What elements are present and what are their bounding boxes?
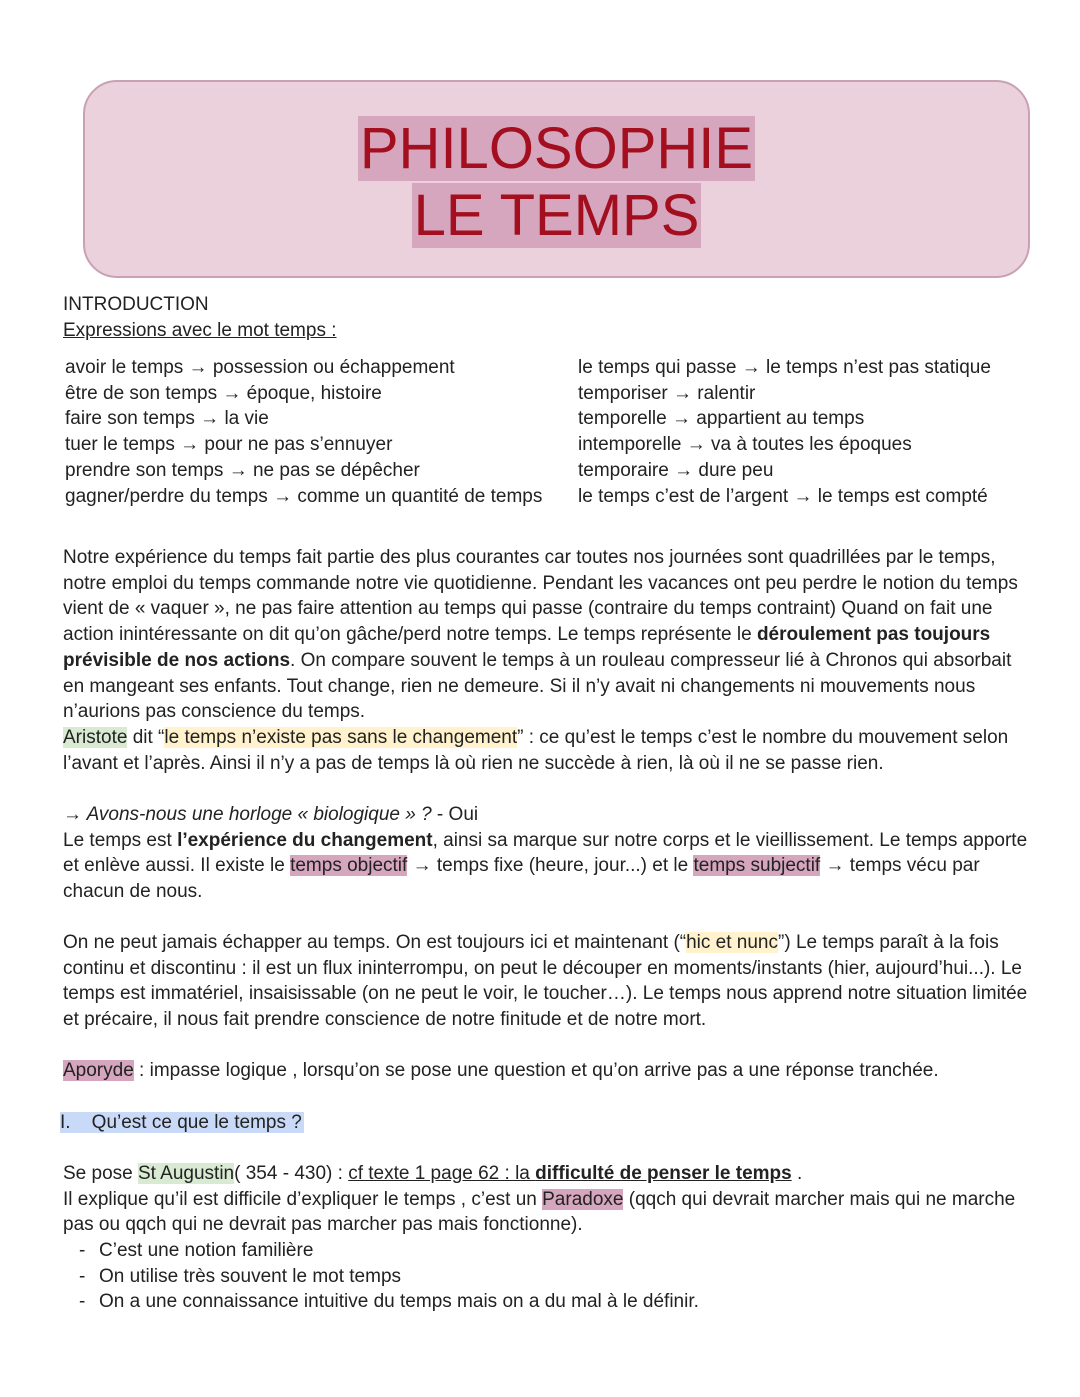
text-segment: ” : ce qu’est le temps c’est le nombre du mouvement selon l’avant et l’après. Ainsi il n’y a pas de temps là où rien ne succède à rien, là où il ne se passe rien. xyxy=(63,726,1009,774)
text-segment: hic et nunc xyxy=(686,932,779,953)
paragraph-augustin xyxy=(63,1161,1028,1238)
text-segment: ”) Le temps paraît à la fois continu et discontinu : il est un flux ininterrompu, on peut le découper en moments/instants (hier, aujourd’hui...). Le temps est immatériel, insaisissable (on ne peut le voir, le toucher…). Le temps nous apprend notre situation limitée et précaire, il nous fait prendre conscience de notre finitude et de notre mort. xyxy=(63,932,1028,1031)
text-segment: Aporyde xyxy=(63,1060,134,1081)
text-segment: , ainsi sa marque sur notre corps et le vieillissement. Le temps apporte et enlève aussi. Il existe le xyxy=(63,829,1028,877)
text-segment: . xyxy=(791,1163,803,1184)
expressions-left xyxy=(65,355,542,509)
expression-item: tuer le temps → pour ne pas s’ennuyer xyxy=(65,434,393,456)
text-segment: → temps fixe (heure, jour...) et le xyxy=(407,855,694,877)
bullet-item: - On utilise très souvent le mot temps xyxy=(99,1264,1064,1290)
paragraph-aporyde xyxy=(63,1058,1028,1084)
expression-item: gagner/perdre du temps → comme un quantité de temps xyxy=(65,485,543,507)
expression-item: temporiser → ralentir xyxy=(578,382,756,404)
text-segment: temps objectif xyxy=(290,855,408,877)
text-segment: Aristote xyxy=(63,726,128,748)
expression-item: prendre son temps → ne pas se dépêcher xyxy=(65,459,420,481)
text-segment: cf texte 1 page 62 : la xyxy=(348,1163,536,1184)
title-le-temps: LE TEMPS xyxy=(413,183,700,248)
bullet-item: - C’est une notion familière xyxy=(99,1238,1064,1264)
text-segment: temps subjectif xyxy=(693,855,821,877)
bullet-list xyxy=(63,1238,1064,1315)
text-segment: St Augustin xyxy=(138,1163,235,1184)
text-segment: (qqch qui devrait marcher mais qui ne marche pas ou qqch qui ne devrait pas marcher pas mais fonctionne). xyxy=(63,1188,1016,1236)
text-segment: Il explique qu’il est difficile d’expliquer le temps , c’est un xyxy=(63,1188,543,1210)
expression-item: temporaire → dure peu xyxy=(578,459,774,481)
text-segment: Se pose xyxy=(63,1163,138,1184)
expression-item: le temps c’est de l’argent → le temps est compté xyxy=(578,485,988,507)
expressions-subheading: Expressions avec le mot temps : xyxy=(63,320,337,341)
intro-heading: INTRODUCTION xyxy=(63,294,209,315)
paragraph-echapper xyxy=(63,930,1028,1033)
expressions-right xyxy=(578,355,991,509)
text-segment: Le temps est xyxy=(63,829,178,851)
text-segment: → Avons-nous une horloge « biologique » ? xyxy=(63,804,432,825)
expression-item: intemporelle → va à toutes les époques xyxy=(578,434,912,456)
text-segment: → temps vécu par chacun de nous. xyxy=(63,855,980,903)
text-segment: . On compare souvent le temps à un rouleau compresseur lié à Chronos qui absorbait en mangeant ses enfants. Tout change, rien ne demeure. Si il n’y avait ni changements ni mouvements nous n’aurions pas conscience du temps. xyxy=(63,649,1012,723)
bullet-item: - On a une connaissance intuitive du temps mais on a du mal à le définir. xyxy=(99,1289,1064,1315)
paragraph-horloge xyxy=(63,802,1028,905)
title-philosophie: PHILOSOPHIE xyxy=(359,116,754,181)
title-banner xyxy=(83,80,1030,278)
expression-item: le temps qui passe → le temps n’est pas statique xyxy=(578,357,991,378)
text-segment: le temps n’existe pas sans le changement xyxy=(164,726,518,748)
expression-item: faire son temps → la vie xyxy=(65,408,269,430)
section-heading-1: I. Qu’est ce que le temps ? xyxy=(60,1112,302,1133)
paragraph-experience xyxy=(63,545,1028,776)
text-segment: dit “ xyxy=(127,726,165,748)
text-segment: l’expérience du changement xyxy=(177,829,433,851)
text-segment: ( 354 - 430) : xyxy=(234,1163,349,1184)
text-segment: déroulement pas toujours prévisible de nos actions xyxy=(63,624,991,671)
text-segment: Notre expérience du temps fait partie des plus courantes car toutes nos journées sont quadrillées par le temps, notre emploi du temps commande notre vie quotidienne. Pendant les vacances ont peu perdre le notion du temps vient de « vaquer », ne pas faire attention au temps qui passe (contraire du temps contraint) Quand on fait une action inintéressante on dit qu’on gâche/perd notre temps. Le temps représente le xyxy=(63,547,1018,646)
expression-item: temporelle → appartient au temps xyxy=(578,408,865,430)
expression-item: avoir le temps → possession ou échappement xyxy=(65,357,455,378)
text-segment: On ne peut jamais échapper au temps. On est toujours ici et maintenant (“ xyxy=(63,932,687,953)
text-segment: - Oui xyxy=(431,804,479,825)
text-segment: : impasse logique , lorsqu’on se pose une question et qu’on arrive pas a une réponse tranchée. xyxy=(133,1060,939,1081)
text-segment: difficulté de penser le temps xyxy=(535,1163,792,1184)
text-segment: Paradoxe xyxy=(542,1188,624,1210)
expression-item: être de son temps → époque, histoire xyxy=(65,382,382,404)
